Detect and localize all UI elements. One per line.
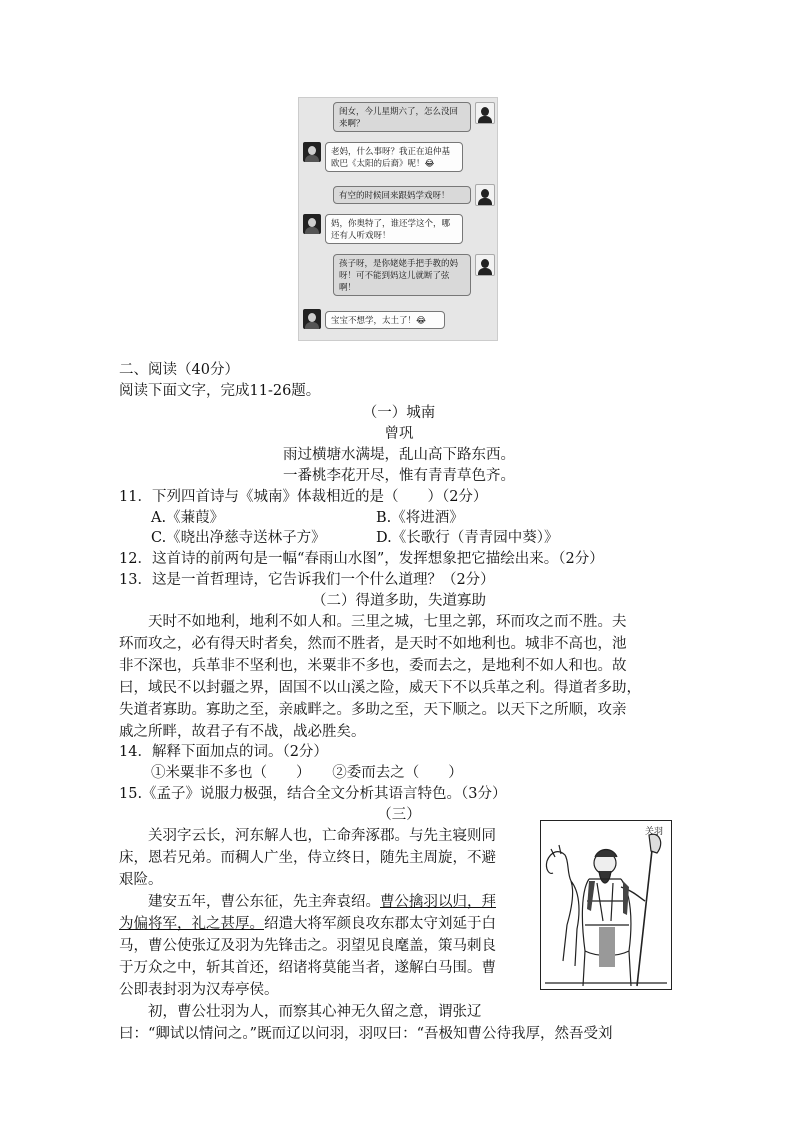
chat-message-left: 老妈，什么事呀？我正在追仲基欧巴《太阳的后裔》呢！😂 <box>325 142 463 172</box>
question-15: 15.《孟子》说服力极强，结合全文分析其语言特色。（3分） <box>119 786 507 802</box>
passage-line: 马，曹公使张辽及羽为先锋击之。羽望见良麾盖，策马刺良 <box>119 938 496 954</box>
option-d: D.《长歌行（青青园中葵）》 <box>376 530 559 546</box>
mother-avatar <box>475 102 495 124</box>
passage-line: 艰险。 <box>119 872 163 888</box>
passage-line: 失道者寡助。寡助之至，亲戚畔之。多助之至，天下顺之。以天下之所顺，攻亲 <box>119 702 627 718</box>
section-intro: 阅读下面文字，完成11-26题。 <box>119 383 321 399</box>
question-11: 11．下列四首诗与《城南》体裁相近的是（ ）（2分） <box>119 489 488 505</box>
part1-title: （一）城南 <box>362 405 436 421</box>
mother-avatar <box>475 184 495 206</box>
passage-line: 非不深也，兵革非不坚利也，米粟非不多也，委而去之，是地利不如人和也。故 <box>119 658 627 674</box>
passage-line: 关羽字云长，河东解人也，亡命奔涿郡。与先主寝则同 <box>119 828 496 844</box>
poem-author: 曾巩 <box>384 426 414 442</box>
section-heading: 二、阅读（40分） <box>119 362 239 378</box>
passage-line: 天时不如地利，地利不如人和。三里之城，七里之郭，环而攻之而不胜。夫 <box>119 614 627 630</box>
question-13: 13．这是一首哲理诗，它告诉我们一个什么道理？（2分） <box>119 572 495 588</box>
question-12: 12．这首诗的前两句是一幅“春雨山水图”，发挥想象把它描绘出来。（2分） <box>119 551 604 567</box>
poem-line: 一番桃李花开尽，惟有青青草色齐。 <box>283 468 515 484</box>
chat-message-right: 闺女，今儿星期六了，怎么没回来啊？ <box>333 102 471 132</box>
guan-yu-illustration <box>540 820 672 990</box>
daughter-avatar <box>303 309 321 329</box>
passage-line: 建安五年，曹公东征，先主奔袁绍。曹公擒羽以归，拜 <box>119 894 496 910</box>
illustration-caption: 关羽 <box>644 827 663 837</box>
passage-line: 曰，域民不以封疆之界，固国不以山溪之险，威天下不以兵革之利。得道者多助， <box>119 680 641 696</box>
chat-message-right: 有空的时候回来跟妈学戏呀！ <box>333 186 471 204</box>
question-14: 14．解释下面加点的词。（2分） <box>119 744 328 760</box>
passage-line: 为偏将军，礼之甚厚。绍遣大将军颜良攻东郡太守刘延于白 <box>119 916 496 932</box>
chat-message-right: 孩子呀，是你姥姥手把手教的妈呀！可不能到妈这儿就断了弦啊！ <box>333 254 471 296</box>
question-14-items: ①米粟非不多也（ ） ②委而去之（ ） <box>151 765 463 781</box>
option-c: C.《晓出净慈寺送林子方》 <box>151 530 326 546</box>
part3-title: （三） <box>377 807 421 823</box>
passage-line: 于万众之中，斩其首还，绍诸将莫能当者，遂解白马围。曹 <box>119 960 496 976</box>
option-b: B.《将进酒》 <box>376 510 464 526</box>
chat-screenshot <box>298 97 498 341</box>
warrior-figure-icon <box>541 821 670 988</box>
passage-line: 公即表封羽为汉寿亭侯。 <box>119 982 279 998</box>
chat-message-left: 妈，你奥特了，谁还学这个，哪还有人听戏呀！ <box>325 214 463 244</box>
daughter-avatar <box>303 214 321 234</box>
passage-line: 初，曹公壮羽为人，而察其心神无久留之意，谓张辽 <box>119 1004 482 1020</box>
mother-avatar <box>475 254 495 276</box>
passage-line: 环而攻之，必有得天时者矣，然而不胜者，是天时不如地利也。城非不高也，池 <box>119 636 627 652</box>
poem-line: 雨过横塘水满堤，乱山高下路东西。 <box>283 447 515 463</box>
passage-line: 床，恩若兄弟。而稠人广坐，侍立终日，随先主周旋，不避 <box>119 850 496 866</box>
passage-line: 曰：“卿试以情问之。”既而辽以问羽，羽叹曰：“吾极知曹公待我厚，然吾受刘 <box>119 1026 613 1042</box>
passage-line: 戚之所畔，故君子有不战，战必胜矣。 <box>119 724 366 740</box>
option-a: A.《蒹葭》 <box>151 510 225 526</box>
chat-message-left: 宝宝不想学，太土了！😂 <box>325 311 445 329</box>
part2-title: （二）得道多助，失道寡助 <box>312 593 486 609</box>
daughter-avatar <box>303 142 321 162</box>
